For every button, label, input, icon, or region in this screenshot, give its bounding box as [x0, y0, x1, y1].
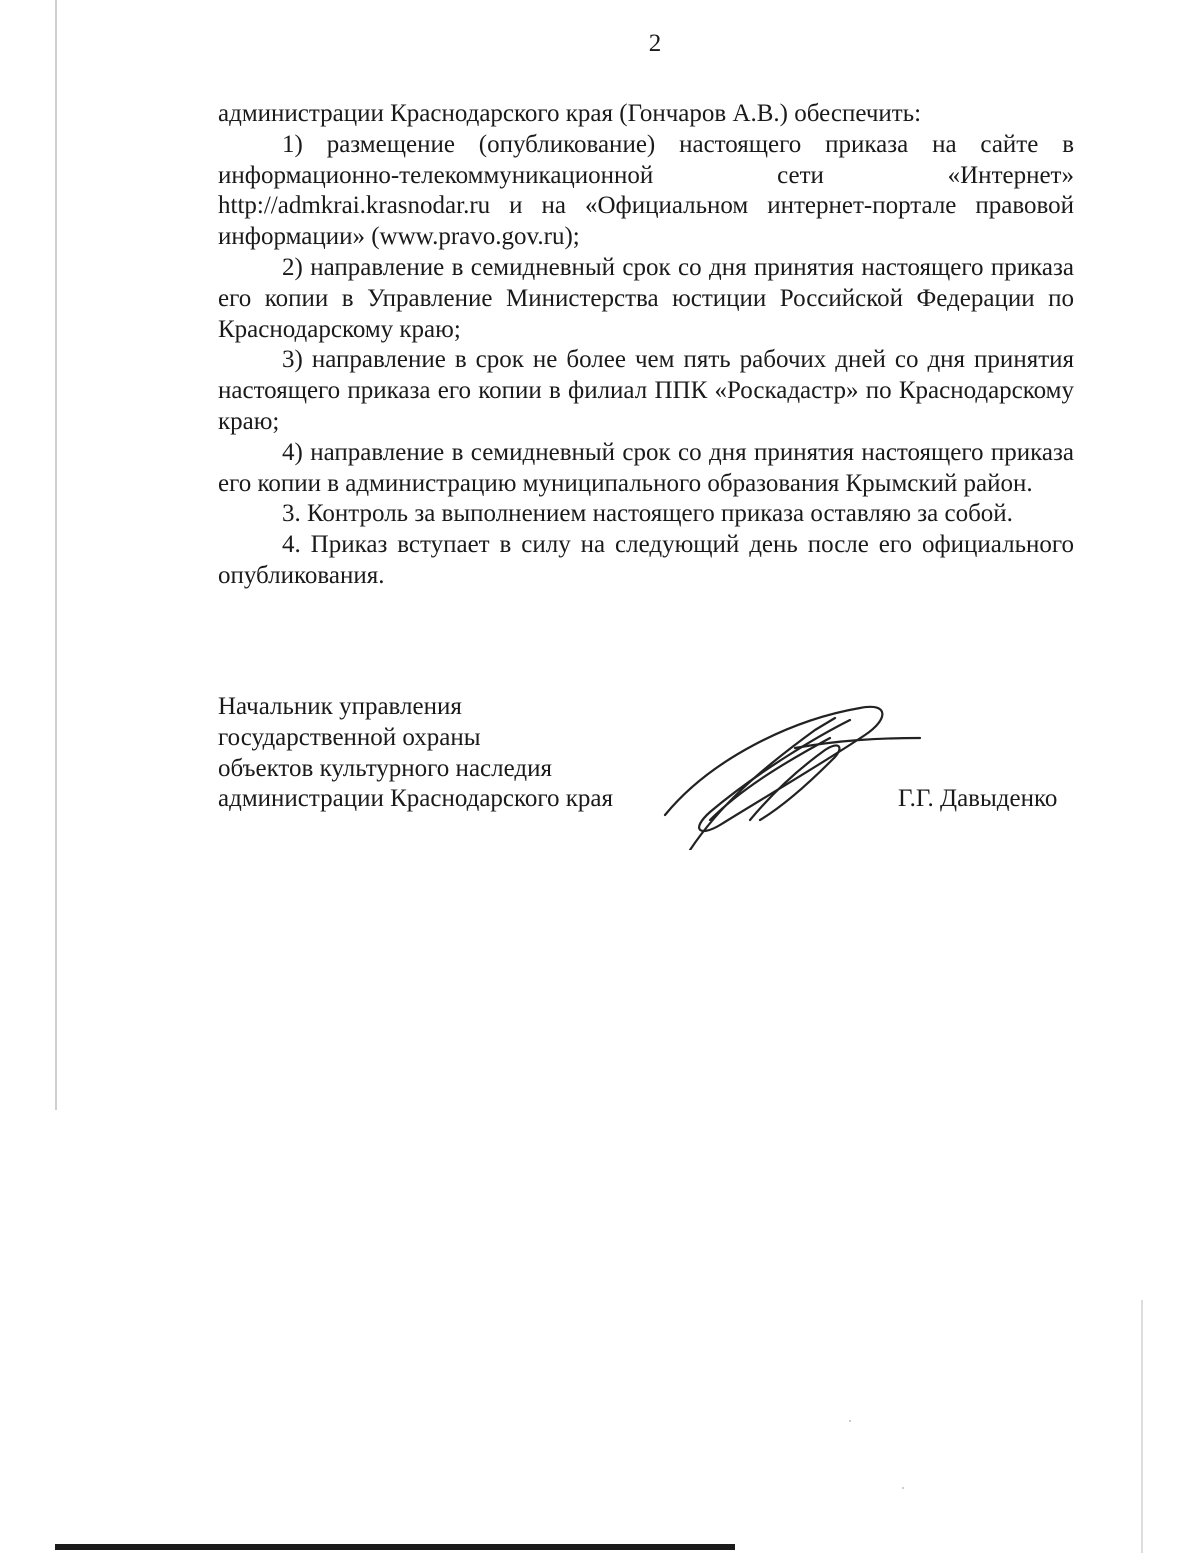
scan-edge-left [55, 0, 57, 1110]
paragraph-item-2: 2) направление в семидневный срок со дня принятия настоящего приказа его копии в Управление Министерства юстиции Российской Федерации по Краснодарскому краю; [218, 253, 1074, 343]
signer-title-line: администрации Краснодарского края [218, 785, 614, 813]
paragraph-item-1: 1) размещение (опубликование) настоящего приказа на сайте в информационно-телекоммуникационной сети «Интернет» http://admkrai.krasnodar.ru и на «Официальном интернет-портале правовой информации» (www.pravo.gov.ru); [218, 130, 1074, 251]
scan-speck [902, 1487, 904, 1489]
paragraph-control: 3. Контроль за выполнением настоящего приказа оставляю за собой. [282, 500, 1013, 528]
paragraph-effective: 4. Приказ вступает в силу на следующий день после его официального опубликования. [218, 531, 1074, 589]
signer-name: Г.Г. Давыденко [898, 785, 1058, 812]
paragraph-item-4: 4) направление в семидневный срок со дня принятия настоящего приказа его копии в администрацию муниципального образования Крымский район. [218, 438, 1074, 497]
page-number: 2 [648, 30, 662, 57]
signer-title-line: Начальник управления [218, 693, 462, 720]
handwritten-signature [650, 690, 930, 850]
scan-speck [849, 1420, 851, 1422]
scan-bottom-edge [55, 1544, 735, 1550]
document-body [218, 99, 1074, 592]
signer-title [218, 692, 613, 815]
signer-title-line: государственной охраны [218, 723, 481, 751]
paragraph-continuation: администрации Краснодарского края (Гончаров А.В.) обеспечить: [218, 100, 922, 127]
scan-edge-right [1141, 1300, 1143, 1553]
paragraph-item-3: 3) направление в срок не более чем пять рабочих дней со дня принятия настоящего приказа его копии в филиал ППК «Роскадастр» по Краснодарскому краю; [218, 346, 1074, 435]
signer-title-line: объектов культурного наследия [218, 754, 552, 782]
